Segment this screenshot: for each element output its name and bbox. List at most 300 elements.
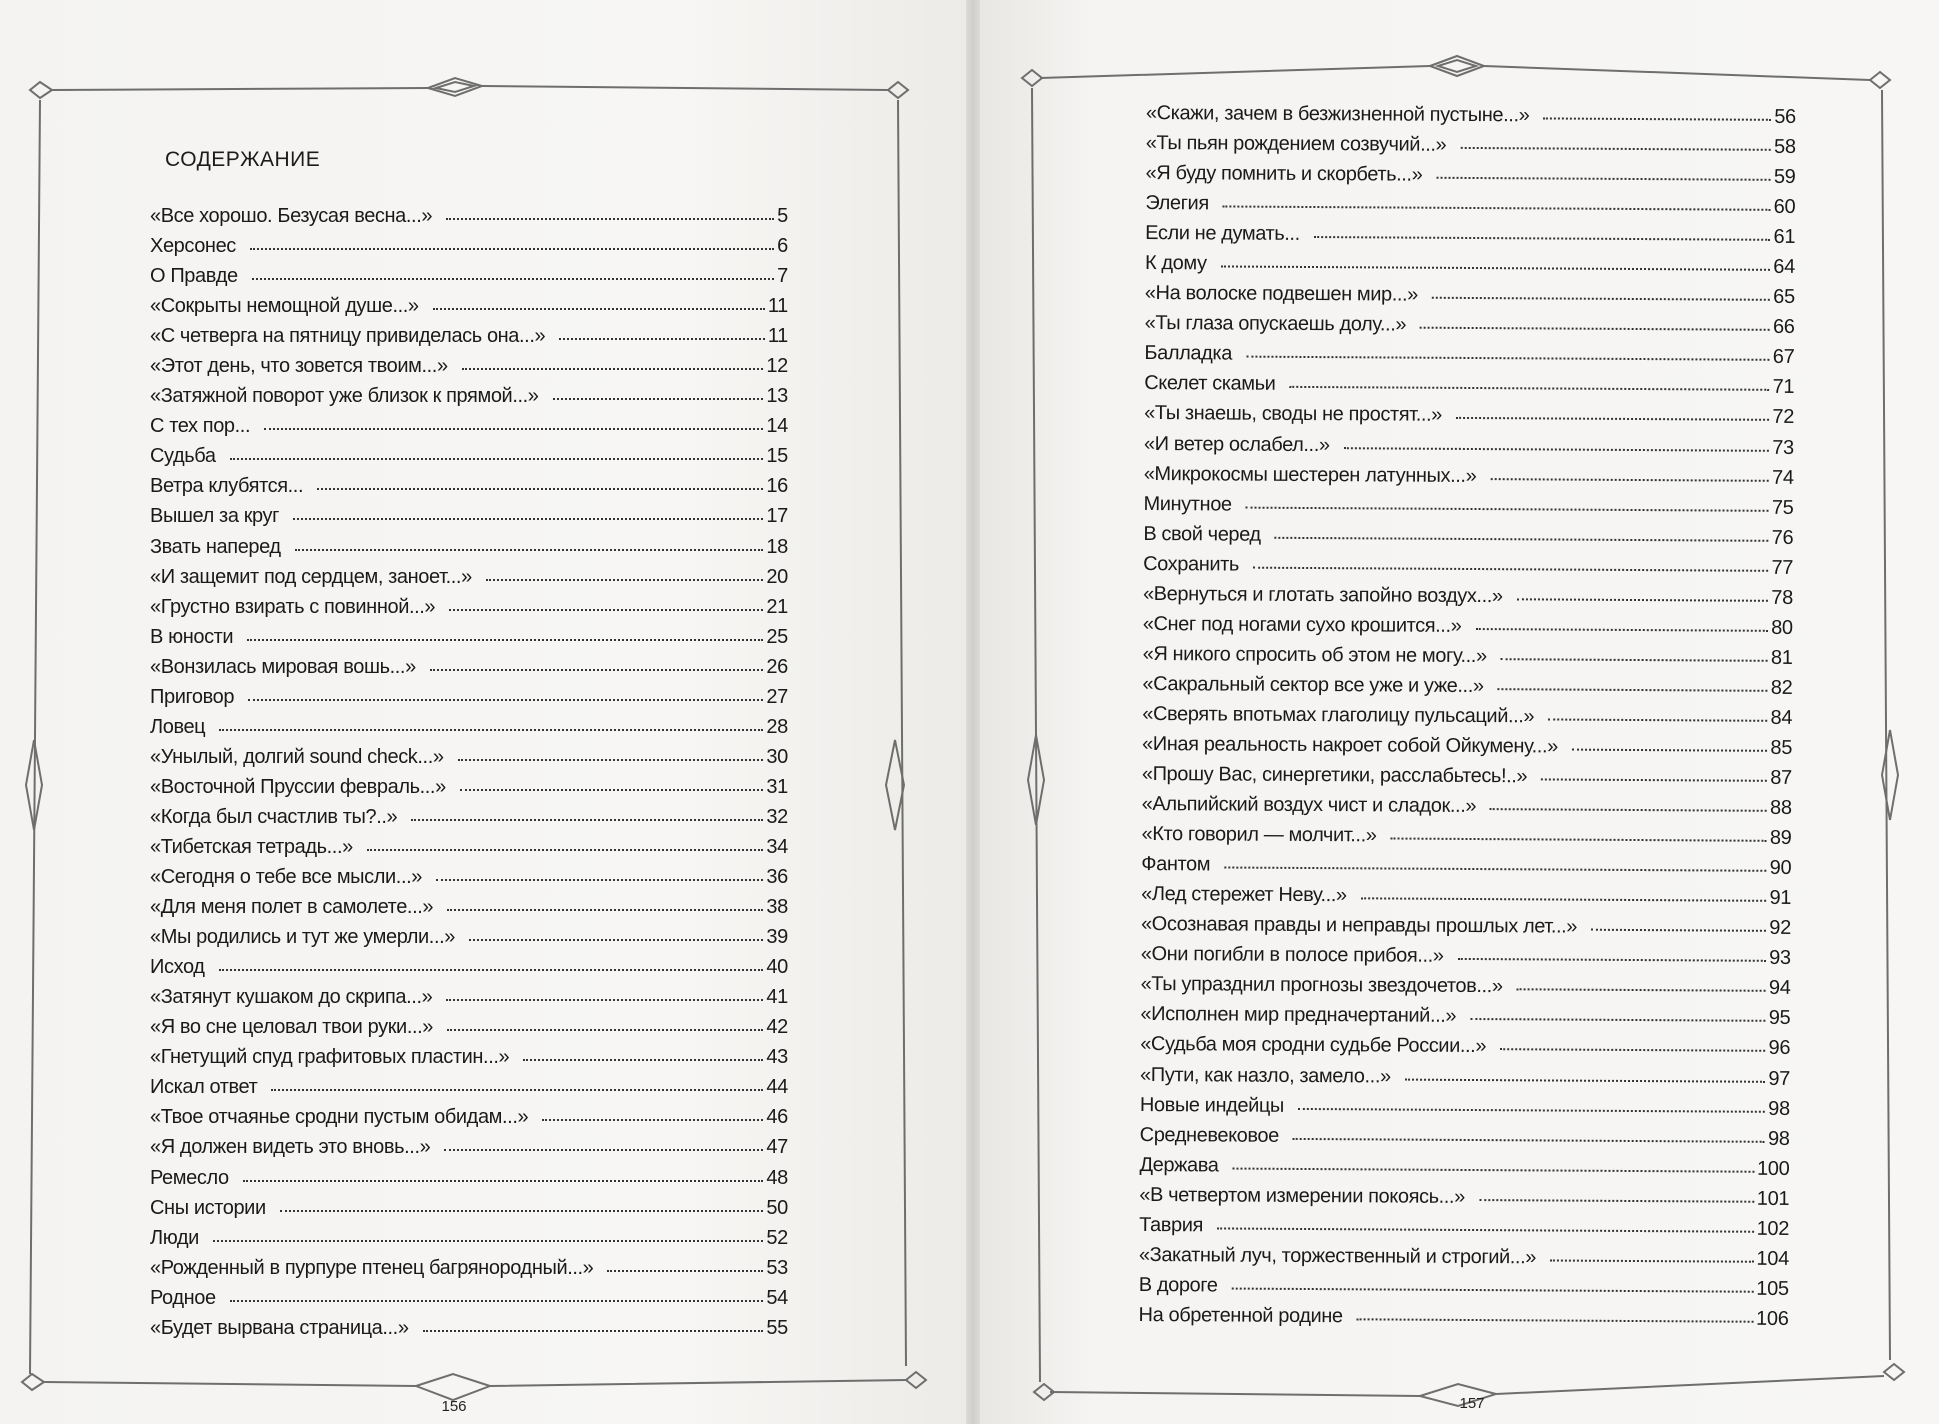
contents-entry xyxy=(150,1167,788,1197)
entry-page-number: 5 xyxy=(777,205,788,227)
entry-page-number: 12 xyxy=(766,355,788,378)
contents-entry xyxy=(150,1136,788,1166)
entry-title: «Рожденный в пурпуре птенец багрянородный...» xyxy=(150,1256,594,1279)
entry-page-number: 44 xyxy=(766,1076,788,1099)
entry-page-number: 72 xyxy=(1772,406,1795,429)
entry-title: «Затяжной поворот уже близок к прямой...» xyxy=(150,385,539,408)
entry-page-number: 11 xyxy=(767,325,788,348)
dot-leader xyxy=(1217,1227,1754,1232)
dot-leader xyxy=(243,1180,764,1182)
entry-page-number: 81 xyxy=(1770,646,1793,669)
entry-title: О Правде xyxy=(150,265,238,288)
entry-page-number: 17 xyxy=(766,505,788,528)
entry-title: «Мы родились и тут же умерли...» xyxy=(150,926,455,949)
dot-leader xyxy=(486,579,764,581)
entry-page-number: 28 xyxy=(766,715,788,738)
entry-title: Судьба xyxy=(150,445,216,468)
entry-page-number: 80 xyxy=(1771,616,1793,639)
contents-entry xyxy=(1139,1274,1789,1308)
contents-entry xyxy=(150,896,788,926)
contents-entry xyxy=(150,656,788,686)
entry-page-number: 94 xyxy=(1768,977,1791,1000)
entry-title: «На волоске подвешен мир...» xyxy=(1144,282,1419,306)
contents-entry xyxy=(1139,1184,1789,1218)
entry-title: Держава xyxy=(1139,1153,1219,1177)
contents-entry xyxy=(1144,342,1794,376)
contents-entry xyxy=(150,325,788,355)
contents-entry xyxy=(1142,763,1792,797)
entry-title: «Кто говорил — молчит...» xyxy=(1141,823,1377,847)
entry-page-number: 75 xyxy=(1771,496,1794,519)
dot-leader xyxy=(436,879,763,881)
entry-title: «Ты пьян рождением созвучий...» xyxy=(1145,132,1447,156)
dot-leader xyxy=(295,549,764,551)
contents-entry xyxy=(150,1046,788,1076)
entry-page-number: 54 xyxy=(766,1286,788,1309)
dot-leader xyxy=(250,248,774,250)
entry-page-number: 6 xyxy=(777,235,788,258)
entry-page-number: 36 xyxy=(766,866,788,889)
entry-title: «Ты упразднил прогнозы звездочетов...» xyxy=(1140,973,1503,998)
entry-title: «Унылый, долгий sound check...» xyxy=(150,745,444,768)
dot-leader xyxy=(423,1330,764,1332)
dot-leader xyxy=(1298,1107,1765,1112)
dot-leader xyxy=(449,609,763,611)
entry-title: Звать наперед xyxy=(150,535,281,558)
entry-title: «Лед стережет Неву...» xyxy=(1141,883,1347,907)
right-contents-list xyxy=(1138,102,1796,1338)
entry-page-number: 78 xyxy=(1771,586,1794,609)
dot-leader xyxy=(1275,536,1769,541)
entry-page-number: 71 xyxy=(1772,376,1795,399)
entry-title: Ветра клубятся... xyxy=(150,475,304,498)
dot-leader xyxy=(1517,989,1766,993)
contents-entry xyxy=(150,295,788,325)
entry-title: «Все хорошо. Безусая весна...» xyxy=(150,205,433,227)
entry-page-number: 96 xyxy=(1768,1037,1791,1060)
dot-leader xyxy=(1490,808,1767,812)
contents-entry xyxy=(1142,703,1792,737)
contents-entry xyxy=(1144,402,1794,436)
contents-entry xyxy=(150,415,788,445)
entry-page-number: 52 xyxy=(766,1226,788,1249)
dot-leader xyxy=(1456,417,1769,421)
entry-page-number: 31 xyxy=(766,775,788,798)
entry-title: Ремесло xyxy=(150,1166,229,1189)
entry-page-number: 67 xyxy=(1772,346,1795,369)
contents-entry xyxy=(150,716,788,746)
entry-page-number: 18 xyxy=(766,535,788,558)
dot-leader xyxy=(1479,1199,1754,1203)
contents-entry xyxy=(150,776,788,806)
entry-page-number: 105 xyxy=(1756,1277,1789,1300)
dot-leader xyxy=(1390,838,1766,842)
contents-entry xyxy=(150,1106,788,1136)
entry-title: «В четвертом измерении покоясь...» xyxy=(1139,1183,1465,1208)
entry-title: Искал ответ xyxy=(150,1076,258,1099)
contents-entry xyxy=(150,626,788,656)
contents-heading: СОДЕРЖАНИЕ xyxy=(165,148,321,171)
entry-page-number: 90 xyxy=(1769,856,1792,880)
entry-title: Вышел за круг xyxy=(150,505,280,528)
dot-leader xyxy=(317,488,763,490)
entry-page-number: 93 xyxy=(1769,947,1791,970)
entry-title: «Судьба моя сродни судьбе России...» xyxy=(1140,1033,1487,1058)
contents-entry xyxy=(1141,913,1791,947)
dot-leader xyxy=(1541,778,1767,781)
dot-leader xyxy=(1543,117,1771,120)
entry-page-number: 53 xyxy=(766,1256,788,1279)
dot-leader xyxy=(542,1119,763,1121)
contents-entry xyxy=(150,205,788,235)
book-gutter xyxy=(966,0,980,1424)
contents-entry xyxy=(150,746,788,776)
contents-entry xyxy=(150,536,788,566)
dot-leader xyxy=(458,759,764,761)
contents-entry xyxy=(1146,102,1796,136)
dot-leader xyxy=(523,1059,763,1061)
dot-leader xyxy=(1572,749,1768,752)
entry-title: «Будет вырвана страница...» xyxy=(150,1316,409,1339)
contents-entry xyxy=(150,1076,788,1106)
dot-leader xyxy=(367,849,764,851)
dot-leader xyxy=(607,1270,763,1272)
entry-title: «Я во сне целовал твои руки...» xyxy=(150,1016,434,1039)
entry-page-number: 14 xyxy=(766,415,788,438)
dot-leader xyxy=(1548,718,1767,721)
entry-page-number: 73 xyxy=(1772,436,1794,459)
entry-title: «Твое отчаянье сродни пустым обидам...» xyxy=(150,1106,529,1129)
contents-entry xyxy=(1143,553,1793,587)
contents-entry xyxy=(1145,222,1795,256)
entry-page-number: 40 xyxy=(766,956,788,979)
contents-entry xyxy=(1142,793,1792,827)
contents-entry xyxy=(1139,1154,1789,1188)
dot-leader xyxy=(1436,177,1771,181)
entry-page-number: 47 xyxy=(766,1136,788,1159)
dot-leader xyxy=(411,819,763,821)
entry-page-number: 48 xyxy=(766,1166,788,1189)
entry-title: «Тибетская тетрадь...» xyxy=(150,835,353,858)
entry-page-number: 104 xyxy=(1756,1247,1790,1270)
dot-leader xyxy=(1314,236,1771,241)
contents-entry xyxy=(150,1317,788,1347)
entry-title: «И защемит под сердцем, заноет...» xyxy=(150,565,472,588)
contents-entry xyxy=(1144,372,1794,406)
entry-page-number: 46 xyxy=(766,1106,788,1129)
entry-title: «Снег под ногами сухо крошится...» xyxy=(1142,612,1462,637)
entry-page-number: 30 xyxy=(766,745,788,768)
dot-leader xyxy=(553,398,764,400)
entry-page-number: 77 xyxy=(1771,556,1794,579)
contents-entry xyxy=(1141,943,1791,977)
dot-leader xyxy=(1357,1318,1753,1322)
entry-title: Люди xyxy=(150,1226,199,1249)
entry-title: «Альпийский воздух чист и сладок...» xyxy=(1141,793,1477,818)
entry-page-number: 66 xyxy=(1772,316,1795,339)
contents-entry xyxy=(150,806,788,836)
entry-title: Новые индейцы xyxy=(1139,1093,1285,1117)
dot-leader xyxy=(1361,898,1767,902)
contents-entry xyxy=(150,1287,788,1317)
entry-title: Минутное xyxy=(1143,492,1232,516)
dot-leader xyxy=(1246,506,1769,511)
entry-title: Херсонес xyxy=(150,235,236,258)
contents-entry xyxy=(1144,433,1794,467)
entry-title: «Сегодня о тебе все мысли...» xyxy=(150,866,422,889)
contents-entry xyxy=(1141,823,1791,857)
entry-title: «Сокрыты немощной душе...» xyxy=(150,295,419,318)
dot-leader xyxy=(446,218,774,220)
dot-leader xyxy=(1420,327,1770,331)
contents-entry xyxy=(1140,973,1790,1007)
contents-entry xyxy=(150,926,788,956)
entry-page-number: 27 xyxy=(766,685,788,708)
entry-title: Сохранить xyxy=(1143,552,1240,576)
entry-page-number: 21 xyxy=(766,595,788,618)
entry-title: «Они погибли в полосе прибоя...» xyxy=(1140,943,1444,968)
dot-leader xyxy=(1221,266,1771,271)
dot-leader xyxy=(447,1029,763,1031)
entry-page-number: 43 xyxy=(766,1046,788,1069)
dot-leader xyxy=(219,729,763,731)
entry-page-number: 15 xyxy=(766,445,788,468)
contents-entry xyxy=(150,265,788,295)
entry-title: Балладка xyxy=(1144,342,1233,365)
dot-leader xyxy=(1246,356,1770,361)
contents-entry xyxy=(1140,1124,1790,1158)
entry-title: «Осознавая правды и неправды прошлых лет...» xyxy=(1140,913,1578,938)
contents-entry xyxy=(150,1016,788,1046)
entry-title: «Я должен видеть это вновь...» xyxy=(150,1136,431,1159)
entry-page-number: 50 xyxy=(766,1196,788,1219)
dot-leader xyxy=(213,1240,763,1242)
contents-entry xyxy=(1140,1003,1790,1037)
entry-page-number: 58 xyxy=(1774,135,1796,159)
dot-leader xyxy=(1224,867,1767,872)
dot-leader xyxy=(1223,206,1771,211)
dot-leader xyxy=(462,368,764,370)
contents-entry xyxy=(1139,1214,1789,1248)
dot-leader xyxy=(1550,1259,1753,1262)
dot-leader xyxy=(248,699,763,701)
entry-page-number: 100 xyxy=(1756,1157,1790,1180)
entry-page-number: 41 xyxy=(766,986,788,1009)
contents-entry xyxy=(1143,523,1793,557)
entry-page-number: 7 xyxy=(777,265,788,288)
entry-title: К дому xyxy=(1144,252,1207,275)
contents-entry xyxy=(1143,643,1793,677)
dot-leader xyxy=(1432,297,1770,301)
contents-entry xyxy=(150,956,788,986)
dot-leader xyxy=(1591,929,1766,932)
contents-entry xyxy=(150,596,788,626)
contents-entry xyxy=(1145,252,1795,286)
contents-entry xyxy=(1145,162,1795,196)
entry-title: «Микрокосмы шестерен латунных...» xyxy=(1143,462,1477,487)
dot-leader xyxy=(1289,386,1769,391)
entry-page-number: 32 xyxy=(766,805,788,828)
dot-leader xyxy=(1458,958,1767,962)
dot-leader xyxy=(469,939,763,941)
dot-leader xyxy=(1231,1287,1753,1292)
entry-page-number: 13 xyxy=(766,385,788,408)
dot-leader xyxy=(433,308,765,310)
entry-title: Если не думать... xyxy=(1145,222,1300,246)
contents-entry xyxy=(150,1257,788,1287)
entry-page-number: 87 xyxy=(1770,766,1792,789)
entry-title: «Когда был счастлив ты?..» xyxy=(150,805,398,828)
entry-page-number: 101 xyxy=(1756,1187,1790,1210)
entry-page-number: 11 xyxy=(767,295,788,318)
dot-leader xyxy=(1470,1018,1766,1022)
left-page-number: 156 xyxy=(441,1398,467,1415)
dot-leader xyxy=(280,1210,764,1212)
contents-entry xyxy=(1141,853,1791,887)
entry-page-number: 82 xyxy=(1770,676,1793,699)
dot-leader xyxy=(293,518,763,520)
entry-page-number: 38 xyxy=(766,896,788,919)
contents-entry xyxy=(1140,1063,1790,1097)
entry-page-number: 102 xyxy=(1756,1217,1790,1240)
entry-page-number: 65 xyxy=(1773,286,1795,309)
entry-page-number: 55 xyxy=(766,1316,788,1339)
dot-leader xyxy=(446,999,763,1001)
contents-entry xyxy=(150,505,788,535)
dot-leader xyxy=(271,1089,763,1091)
entry-page-number: 85 xyxy=(1770,736,1793,759)
entry-title: «Ты знаешь, своды не простят...» xyxy=(1144,402,1443,427)
entry-title: Фантом xyxy=(1141,853,1211,876)
dot-leader xyxy=(1405,1078,1766,1082)
entry-title: В свой черед xyxy=(1143,522,1261,546)
entry-title: «Ты глаза опускаешь долу...» xyxy=(1144,312,1407,336)
contents-entry xyxy=(150,475,788,505)
entry-title: «С четверга на пятницу привиделась она...» xyxy=(150,325,546,348)
entry-page-number: 88 xyxy=(1769,796,1792,820)
entry-title: Сны истории xyxy=(150,1196,266,1219)
dot-leader xyxy=(1500,1049,1766,1053)
entry-page-number: 26 xyxy=(766,655,788,678)
contents-entry xyxy=(1146,132,1796,166)
entry-page-number: 59 xyxy=(1773,165,1796,189)
contents-entry xyxy=(150,385,788,415)
contents-entry xyxy=(150,986,788,1016)
entry-title: «Вонзилась мировая вошь...» xyxy=(150,655,416,678)
entry-title: В дороге xyxy=(1138,1273,1218,1297)
contents-entry xyxy=(150,866,788,896)
entry-title: «Закатный луч, торжественный и строгий...» xyxy=(1138,1243,1537,1269)
contents-entry xyxy=(1143,613,1793,647)
entry-title: «Прошу Вас, синергетики, расслабьтесь!..» xyxy=(1141,763,1528,788)
entry-title: Приговор xyxy=(150,685,235,708)
entry-title: «Вернуться и глотать запойно воздух...» xyxy=(1142,582,1503,607)
dot-leader xyxy=(430,669,764,671)
entry-title: «Гнетущий спуд графитовых пластин...» xyxy=(150,1046,510,1069)
entry-title: «Этот день, что зовется твоим...» xyxy=(150,355,448,378)
entry-title: С тех пор... xyxy=(150,415,251,438)
entry-title: «Пути, как назло, замело...» xyxy=(1139,1063,1391,1088)
entry-title: На обретенной родине xyxy=(1138,1303,1343,1328)
dot-leader xyxy=(264,428,763,430)
entry-title: «Для меня полет в самолете...» xyxy=(150,896,434,919)
dot-leader xyxy=(1344,447,1770,452)
contents-entry xyxy=(1145,282,1795,316)
left-contents-list xyxy=(150,205,788,1347)
dot-leader xyxy=(460,789,764,791)
dot-leader xyxy=(559,338,765,340)
entry-page-number: 84 xyxy=(1770,706,1793,729)
dot-leader xyxy=(1253,566,1769,571)
entry-title: В юности xyxy=(150,625,234,648)
entry-title: «И ветер ослабел...» xyxy=(1143,432,1330,456)
contents-entry xyxy=(150,1227,788,1257)
right-page-number: 157 xyxy=(1459,1395,1485,1412)
dot-leader xyxy=(230,458,764,460)
contents-entry xyxy=(1140,1094,1790,1128)
dot-leader xyxy=(1490,478,1769,482)
dot-leader xyxy=(219,969,764,971)
dot-leader xyxy=(1501,658,1768,662)
entry-page-number: 97 xyxy=(1768,1067,1791,1090)
dot-leader xyxy=(447,909,763,911)
dot-leader xyxy=(1233,1167,1754,1172)
contents-entry xyxy=(1143,583,1793,617)
entry-page-number: 106 xyxy=(1756,1307,1789,1330)
contents-entry xyxy=(1138,1304,1788,1338)
entry-page-number: 64 xyxy=(1773,256,1796,279)
contents-entry xyxy=(1143,493,1793,527)
entry-page-number: 61 xyxy=(1773,226,1796,249)
entry-page-number: 39 xyxy=(766,926,788,949)
entry-title: «Я никого спросить об этом не могу...» xyxy=(1142,642,1487,667)
contents-entry xyxy=(1145,192,1795,226)
contents-entry xyxy=(150,686,788,716)
contents-entry xyxy=(150,445,788,475)
dot-leader xyxy=(1475,628,1768,632)
entry-title: Средневековое xyxy=(1139,1123,1279,1147)
entry-page-number: 92 xyxy=(1769,917,1792,940)
entry-page-number: 60 xyxy=(1773,195,1796,219)
entry-title: «Затянут кушаком до скрипа...» xyxy=(150,986,433,1009)
entry-title: Таврия xyxy=(1139,1213,1204,1237)
entry-page-number: 95 xyxy=(1768,1007,1791,1030)
entry-page-number: 42 xyxy=(766,1016,788,1039)
entry-page-number: 89 xyxy=(1769,826,1792,850)
dot-leader xyxy=(1460,147,1771,151)
entry-title: «Грустно взирать с повинной...» xyxy=(150,595,436,618)
entry-title: Исход xyxy=(150,956,205,979)
contents-entry xyxy=(1144,463,1794,497)
dot-leader xyxy=(1517,598,1769,602)
contents-entry xyxy=(150,355,788,385)
contents-entry xyxy=(150,1197,788,1227)
entry-page-number: 56 xyxy=(1774,105,1796,128)
entry-title: Ловец xyxy=(150,715,206,738)
entry-page-number: 34 xyxy=(766,835,788,858)
contents-entry xyxy=(150,235,788,265)
entry-page-number: 76 xyxy=(1771,526,1794,549)
dot-leader xyxy=(1498,688,1768,692)
entry-title: «Иная реальность накроет собой Ойкумену...» xyxy=(1142,732,1558,758)
entry-title: «Скажи, зачем в безжизненной пустыне...» xyxy=(1145,102,1530,127)
contents-entry xyxy=(1139,1244,1789,1278)
entry-title: Элегия xyxy=(1145,192,1209,215)
contents-entry xyxy=(1142,733,1792,767)
contents-entry xyxy=(1142,673,1792,707)
entry-page-number: 98 xyxy=(1767,1127,1790,1150)
entry-title: «Сакральный сектор все уже и уже...» xyxy=(1142,672,1484,697)
